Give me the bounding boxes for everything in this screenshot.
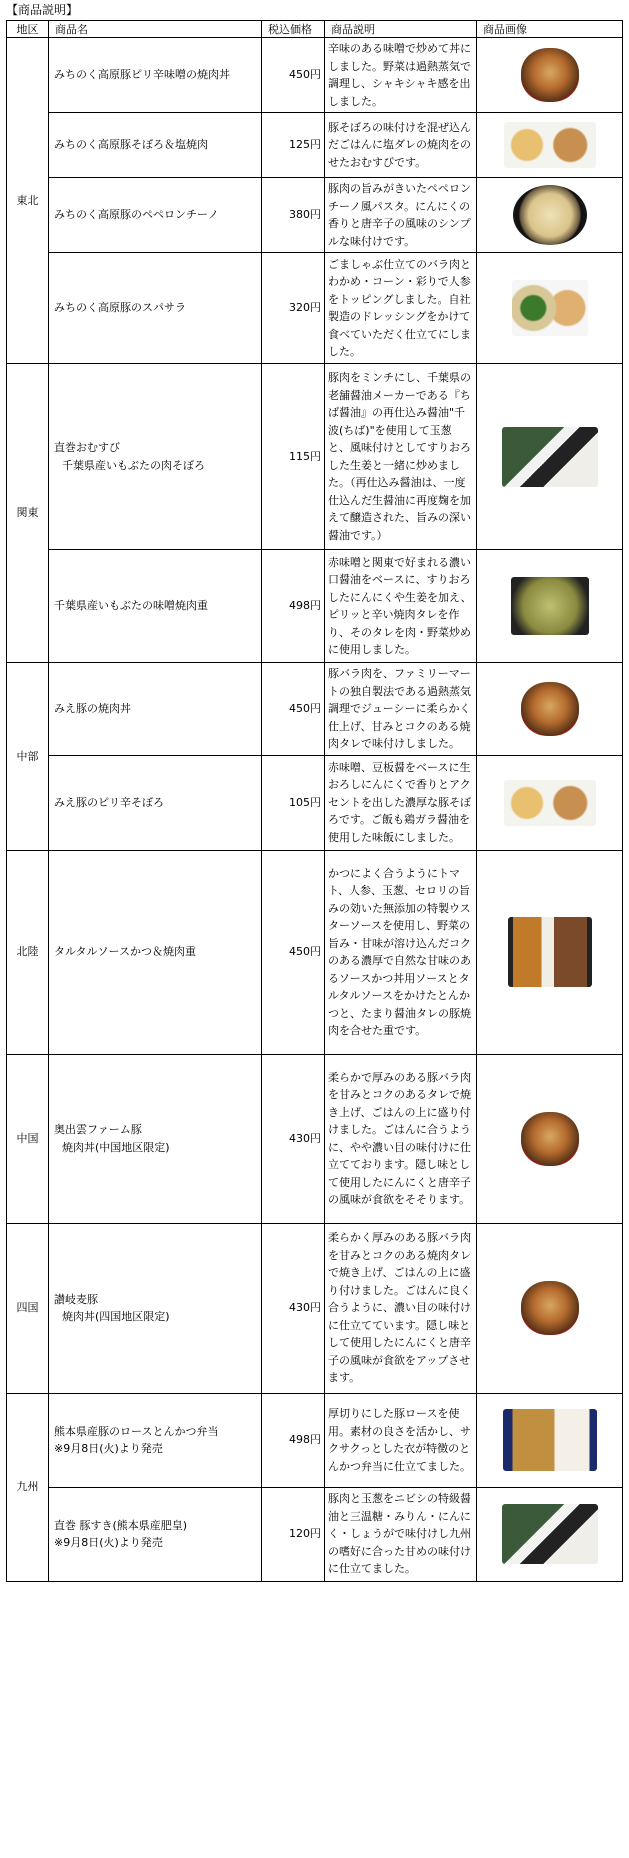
product-description: 厚切りにした豚ロースを使用。素材の良さを活かし、サクサクっとした衣が特徴のとんかつ弁当に仕立てました。: [325, 1393, 477, 1487]
product-name: みちのく高原豚のスパサラ: [49, 253, 262, 364]
product-name: みちのく高原豚ピリ辛味噌の焼肉丼: [49, 38, 262, 113]
product-name: [49, 364, 262, 550]
product-name: みえ豚のピリ辛そぼろ: [49, 755, 262, 850]
katsu-box-photo: [508, 917, 592, 987]
product-price: 120円: [262, 1487, 325, 1581]
product-name: [49, 1393, 262, 1487]
product-image-cell: [477, 550, 623, 663]
product-name-line: 焼肉丼(四国地区限定): [62, 1310, 170, 1323]
product-table: [6, 20, 623, 1582]
product-description: 豚肉をミンチにし、千葉県の老舗醤油メーカーである『ちば醤油』の再仕込み醤油"千波(ちば)"を使用して玉葱と、風味付けとしてすりおろした生姜と一緒に炒めました。（再仕込み醤油は、一度仕込んだ生醤油に再度麹を加えて醸造された、旨みの深い醤油です。）: [325, 364, 477, 550]
product-description: 赤味噌、豆板醤をベースに生おろしにんにくで香りとアクセントを出した濃厚な豚そぼろです。ご飯も鶏ガラ醤油を使用した味飯にしました。: [325, 755, 477, 850]
product-price: 115円: [262, 364, 325, 550]
product-name: [49, 1054, 262, 1223]
tonkatsu-bento-photo: [503, 1409, 597, 1471]
table-row: [7, 1487, 623, 1581]
product-description: 豚肉の旨みがきいたペペロンチーノ風パスタ。にんにくの香りと唐辛子の風味のシンプルな味付けです。: [325, 178, 477, 253]
pork-rice-bowl-photo: [521, 682, 579, 736]
product-name: 千葉県産いもぶたの味噌焼肉重: [49, 550, 262, 663]
pork-rice-bowl-photo: [521, 1281, 579, 1335]
product-name: みちのく高原豚そぼろ＆塩焼肉: [49, 113, 262, 178]
product-price: 380円: [262, 178, 325, 253]
table-row: [7, 1054, 623, 1223]
product-image-cell: [477, 1054, 623, 1223]
product-name-line: 奥出雲ファーム豚: [54, 1123, 142, 1136]
rice-ball-photo: [504, 780, 596, 826]
wrapped-rice-ball-photo: [502, 427, 598, 487]
product-name-line: ※9月8日(火)より発売: [54, 1442, 163, 1455]
product-name-line: 直巻おむすび: [54, 441, 120, 454]
product-description: 豚バラ肉を、ファミリーマートの独自製法である過熱蒸気調理でジューシーに柔らかく仕上げ、甘みとコクのある焼肉タレで味付けしました。: [325, 663, 477, 756]
table-row: [7, 755, 623, 850]
product-name-line: 讃岐麦豚: [54, 1292, 98, 1306]
table-row: [7, 364, 623, 550]
page-title: 【商品説明】: [6, 3, 79, 17]
product-price: 498円: [262, 550, 325, 663]
header-product-name: 商品名: [49, 21, 262, 38]
product-name-line: ※9月8日(火)より発売: [54, 1536, 163, 1549]
table-row: [7, 38, 623, 113]
region-cell: 北陸: [7, 850, 49, 1054]
pork-rice-bowl-photo: [521, 1112, 579, 1166]
product-name: みえ豚の焼肉丼: [49, 663, 262, 756]
product-image-cell: [477, 1487, 623, 1581]
pasta-salad-photo: [512, 280, 588, 336]
header-region: 地区: [7, 21, 49, 38]
rice-ball-photo: [504, 122, 596, 168]
product-price: 320円: [262, 253, 325, 364]
product-image-cell: [477, 178, 623, 253]
table-row: [7, 663, 623, 756]
table-row: [7, 178, 623, 253]
header-image: 商品画像: [477, 21, 623, 38]
product-name-line: 焼肉丼(中国地区限定): [62, 1140, 170, 1154]
product-image-cell: [477, 663, 623, 756]
product-description: 柔らかで厚みのある豚バラ肉を甘みとコクのあるタレで焼き上げ、ごはんの上に盛り付けました。ごはんに合うように、やや濃い目の味付けに仕立てております。隠し味として使用したにんにくと唐辛子の風味が食欲をそそります。: [325, 1054, 477, 1223]
product-price: 105円: [262, 755, 325, 850]
product-name: [49, 1223, 262, 1393]
product-price: 430円: [262, 1054, 325, 1223]
product-name-line: 直巻 豚すき(熊本県産肥皇): [54, 1518, 188, 1532]
pasta-photo: [513, 185, 587, 245]
table-row: [7, 850, 623, 1054]
product-description: かつによく合うようにトマト、人参、玉葱、セロリの旨みの効いた無添加の特製ウスターソースを使用し、野菜の旨み・甘味が溶け込んだコクのある濃厚で自然な甘味のあるソースかつ丼用ソースとタルタルソースをかけたとんかつと、たまり醤油タレの豚焼肉を合せた重です。: [325, 850, 477, 1054]
product-description: 豚肉と玉葱をニビシの特級醤油と三温糖・みりん・にんにく・しょうがで味付けし九州の嗜好に合った甘めの味付けに仕立てました。: [325, 1487, 477, 1581]
table-row: [7, 113, 623, 178]
product-name: タルタルソースかつ＆焼肉重: [49, 850, 262, 1054]
region-cell: 東北: [7, 38, 49, 364]
product-image-cell: [477, 113, 623, 178]
pork-rice-bowl-photo: [521, 48, 579, 102]
product-price: 450円: [262, 850, 325, 1054]
region-cell: 中国: [7, 1054, 49, 1223]
product-image-cell: [477, 1393, 623, 1487]
wrapped-rice-ball-photo: [502, 1504, 598, 1564]
product-image-cell: [477, 364, 623, 550]
product-description: 辛味のある味噌で炒めて丼にしました。野菜は過熱蒸気で調理し、シャキシャキ感を出しました。: [325, 38, 477, 113]
table-header-row: [7, 21, 623, 38]
table-row: [7, 1223, 623, 1393]
region-cell: 四国: [7, 1223, 49, 1393]
product-image-cell: [477, 850, 623, 1054]
table-row: [7, 550, 623, 663]
product-description: 豚そぼろの味付けを混ぜ込んだごはんに塩ダレの焼肉をのせたおむすびです。: [325, 113, 477, 178]
product-name: みちのく高原豚のペペロンチーノ: [49, 178, 262, 253]
table-row: [7, 1393, 623, 1487]
region-cell: 中部: [7, 663, 49, 851]
product-description: ごましゃぶ仕立てのバラ肉とわかめ・コーン・彩りで人参をトッピングしました。自社製造のドレッシングをかけて食べていただく仕立てにしました。: [325, 253, 477, 364]
region-cell: 九州: [7, 1393, 49, 1581]
product-image-cell: [477, 253, 623, 364]
product-image-cell: [477, 755, 623, 850]
product-description: 赤味噌と関東で好まれる濃い口醤油をベースに、すりおろしたにんにくや生姜を加え、ピリッと辛い焼肉タレを作り、そのタレを肉・野菜炒めに使用しました。: [325, 550, 477, 663]
table-row: [7, 253, 623, 364]
product-name-line: 熊本県産豚のロースとんかつ弁当: [54, 1424, 219, 1438]
product-price: 450円: [262, 663, 325, 756]
region-cell: 関東: [7, 364, 49, 663]
product-image-cell: [477, 1223, 623, 1393]
product-name-line: 千葉県産いもぶたの肉そぼろ: [62, 458, 205, 472]
header-description: 商品説明: [325, 21, 477, 38]
header-price: 税込価格: [262, 21, 325, 38]
product-image-cell: [477, 38, 623, 113]
yakiniku-box-photo: [511, 577, 589, 635]
product-price: 498円: [262, 1393, 325, 1487]
product-price: 430円: [262, 1223, 325, 1393]
product-name: [49, 1487, 262, 1581]
product-price: 125円: [262, 113, 325, 178]
product-description: 柔らかく厚みのある豚バラ肉を甘みとコクのある焼肉タレで焼き上げ、ごはんの上に盛り付けました。ごはんに良く合うように、濃い目の味付けに仕立てています。隠し味として使用したにんにくと唐辛子の風味が食欲をアップさせます。: [325, 1223, 477, 1393]
product-price: 450円: [262, 38, 325, 113]
